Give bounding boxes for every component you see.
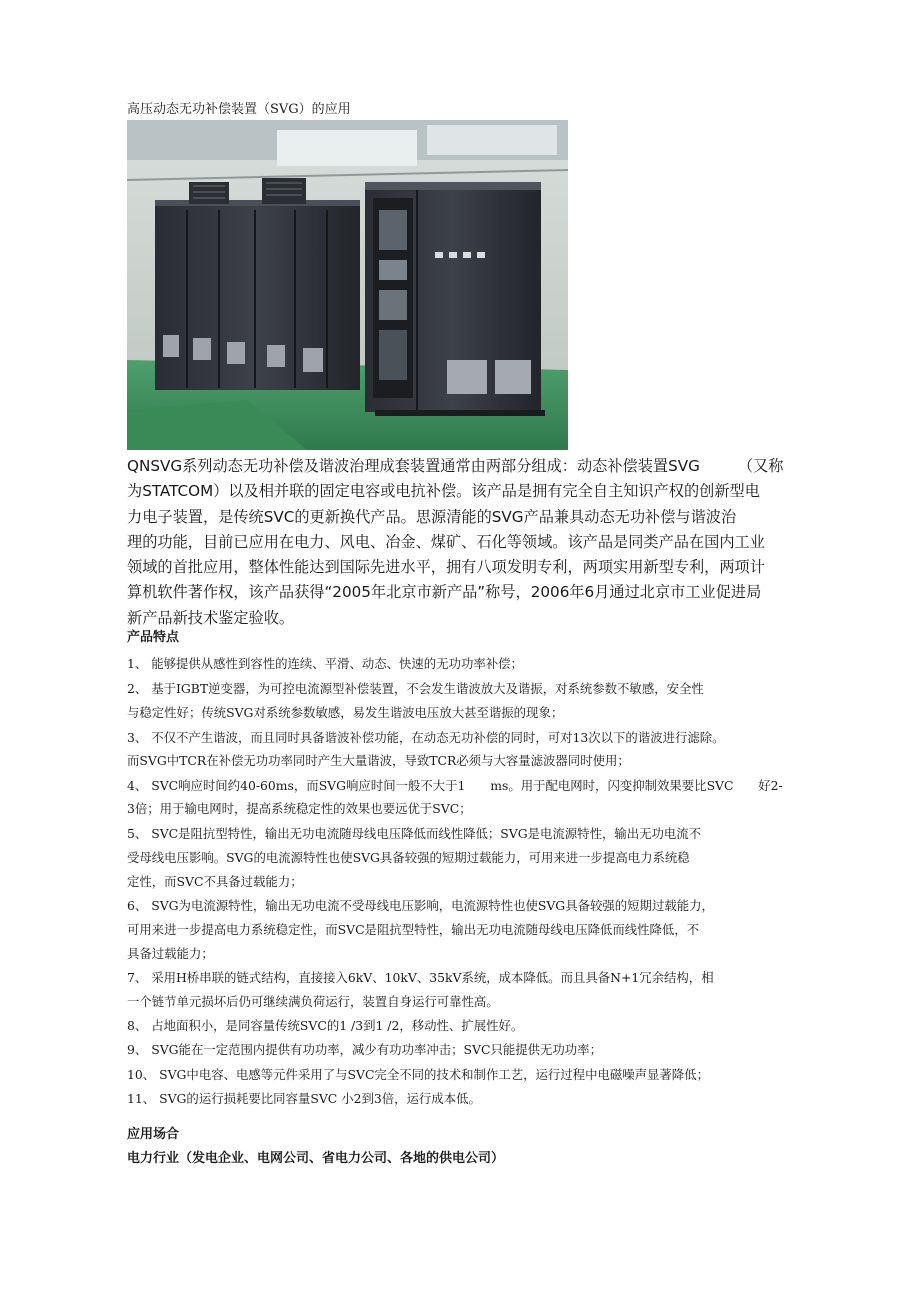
feature-line: 受母线电压影响。SVG的电流源特性也使SVG具备较强的短期过载能力，可用来进一步提高电力系统稳 — [127, 850, 690, 865]
feature-line: 7、 采用H桥串联的链式结构，直接接入6kV、10kV、35kV系统，成本降低。而且具备N+1冗余结构，相 — [127, 970, 714, 985]
feature-line: 具备过载能力； — [127, 946, 214, 961]
feature-line: 6、 SVG为电流源特性，输出无功电流不受母线电压影响，电流源特性也使SVG具备较强的短期过载能力， — [127, 898, 714, 913]
document-title: 高压动态无功补偿装置（SVG）的应用 — [127, 102, 351, 117]
feature-line: 3、 不仅不产生谐波，而且同时具备谐波补偿功能，在动态无功补偿的同时，可对13次以下的谐波进行滤除。 — [127, 730, 725, 745]
feature-line: 5、 SVC是阻抗型特性，输出无功电流随母线电压降低而线性降低；SVG是电流源特性，输出无功电流不 — [127, 826, 702, 841]
intro-line: QNSVG系列动态无功补偿及谐波治理成套装置通常由两部分组成：动态补偿装置SVG （又称 — [127, 457, 784, 475]
intro-paragraph — [127, 454, 807, 631]
applications-heading: 应用场合 — [127, 1127, 180, 1142]
feature-line: 定性，而SVC不具备过载能力； — [127, 874, 303, 889]
application-line: 电力行业（发电企业、电网公司、省电力公司、各地的供电公司） — [127, 1151, 505, 1166]
intro-line: 算机软件著作权，该产品获得“2005年北京市新产品”称号，2006年6月通过北京市工业促进局 — [127, 583, 762, 602]
intro-line: 力电子装置，是传统SVC的更新换代产品。思源清能的SVG产品兼具动态无功补偿与谐波治 — [127, 507, 737, 526]
intro-line: 新产品新技术鉴定验收。 — [127, 608, 295, 627]
equipment-cabinet-photo — [127, 120, 568, 450]
intro-line: 理的功能，目前已应用在电力、风电、冶金、煤矿、石化等领域。该产品是同类产品在国内工业 — [127, 532, 765, 551]
feature-line: 8、 占地面积小，是同容量传统SVC的1 /3到1 /2，移动性、扩展性好。 — [127, 1018, 524, 1033]
feature-line: 4、 SVC响应时间约40-60ms，而SVG响应时间一般不大于1 ms。用于配电网时，闪变抑制效果要比SVC 好2- — [127, 778, 783, 793]
intro-line: 为STATCOM）以及相并联的固定电容或电抗补偿。该产品是拥有完全自主知识产权的创新型电 — [127, 482, 760, 501]
feature-line: 2、 基于IGBT逆变器，为可控电流源型补偿装置，不会发生谐波放大及谐振，对系统参数不敏感，安全性 — [127, 681, 704, 696]
feature-line: 11、 SVG的运行损耗要比同容量SVC 小2到3倍，运行成本低。 — [127, 1091, 481, 1106]
feature-line: 1、 能够提供从感性到容性的连续、平滑、动态、快速的无功功率补偿； — [127, 656, 523, 671]
feature-line: 9、 SVG能在一定范围内提供有功功率，减少有功功率冲击；SVC只能提供无功功率； — [127, 1042, 602, 1057]
feature-line: 一个链节单元损坏后仍可继续满负荷运行，装置自身运行可靠性高。 — [127, 994, 499, 1009]
feature-line: 可用来进一步提高电力系统稳定性，而SVC是阻抗型特性，输出无功电流随母线电压降低而线性降低，不 — [127, 922, 700, 937]
intro-line: 领域的首批应用，整体性能达到国际先进水平，拥有八项发明专利，两项实用新型专利，两项计 — [127, 558, 765, 577]
feature-line: 与稳定性好；传统SVG对系统参数敏感，易发生谐波电压放大甚至谐振的现象； — [127, 705, 564, 720]
features-heading: 产品特点 — [127, 630, 180, 645]
feature-line: 10、 SVG中电容、电感等元件采用了与SVC完全不同的技术和制作工艺，运行过程中电磁噪声显著降低； — [127, 1067, 709, 1082]
feature-line: 而SVG中TCR在补偿无功功率同时产生大量谐波，导致TCR必须与大容量滤波器同时使用； — [127, 753, 630, 768]
feature-line: 3倍；用于输电网时，提高系统稳定性的效果也要远优于SVC； — [127, 801, 472, 816]
